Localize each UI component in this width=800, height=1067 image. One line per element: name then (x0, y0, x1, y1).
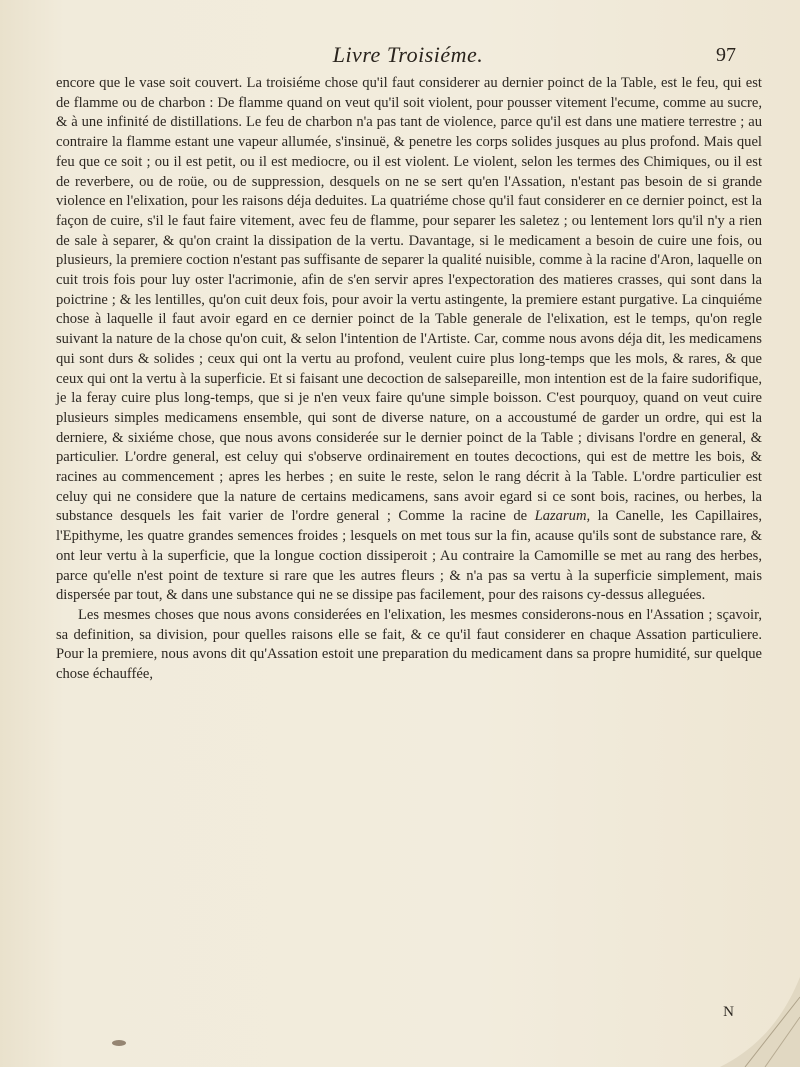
running-title: Livre Troisiéme. (332, 42, 484, 67)
latin-term: Lazarum, (534, 508, 591, 525)
main-text (56, 74, 762, 685)
corner-fold-illustration (710, 957, 800, 1067)
paragraph-1 (56, 74, 762, 606)
paragraph-2: Les mesmes choses que nous avons considerées en l'elixation, les mesmes considerons-nous en l'Assation ; sçavoir, sa definition, sa division, pour quelles raisons elle se fait, & ce qu'il faut considerer en chaque Assation particuliere. Pour la premiere, nous avons dit qu'Assation estoit une preparation du medicament dans sa propre humidité, sur quelque chose échauffée, (56, 606, 762, 683)
page-number: 97 (716, 44, 736, 66)
paragraph-1-text-b: la Canelle, les Capillaires, l'Epithyme, les quatre grandes semences froides ; lesquels on met tous sur la fin, acause qu'ils sont de substance rare, & ont leur vertu à la superficie, que la longue coction dissiperoit ; Au contraire la Camomille se met au rang des herbes, parce qu'elle n'est point de texture si rare que les autres fleurs ; & n'a pas sa vertu à la superficie simplement, mais dispersée par tout, & dans une substance qui ne se dissipe pas facilement, pour des raisons cy-dessus alleguées. (56, 508, 762, 604)
catchword: N (723, 1004, 734, 1020)
running-head (56, 42, 760, 70)
ink-stain (112, 1040, 126, 1046)
paragraph-1-text-a: encore que le vase soit couvert. La troisiéme chose qu'il faut considerer au dernier poinct de la Table, est le feu, qui est de flamme ou de charbon : De flamme quand on veut qu'il soit violent, pour pousser vitement l'ecume, comme au sucre, & à une infinité de distillations. Le feu de charbon n'a pas tant de violence, parce qu'il est dans une matiere terrestre ; au contraire la flamme estant une vapeur allumée, s'insinuë, & penetre les corps solides jusques au plus profond. Mais quel feu que ce soit ; ou il est petit, ou il est mediocre, ou il est violent. Le violent, selon les termes des Chimiques, ou il est de reverbere, ou de roüe, ou de suppression, desquels on ne se sert qu'en l'Assation, n'estant pas besoin de si grande violence en l'elixation, pour les raisons déja deduites. La quatriéme chose qu'il faut considerer en ce dernier poinct, est la façon de cuire, s'il le faut faire vitement, avec feu de flamme, pour separer les saletez ; ou lentement lors qu'il n'y a rien de sale à separer, & qu'on craint la dissipation de la vertu. Davantage, si le medicament a besoin de cuire une fois, ou plusieurs, la premiere coction n'estant pas suffisante de separer la qualité nuisible, comme à la racine d'Aron, laquelle on cuit trois fois pour luy oster l'acrimonie, afin de s'en servir apres l'expectoration des matieres crasses, qui sont dans la poictrine ; & les lentilles, qu'on cuit deux fois, pour avoir la vertu astingente, la premiere estant purgative. La cinquiéme chose à laquelle il faut avoir egard en ce dernier poinct de la Table generale de l'elixation, est le temps, qu'on regle suivant la nature de la chose qu'on cuit, & selon l'intention de l'Artiste. Car, comme nous avons déja dit, les medicamens qui sont durs & solides ; ceux qui ont la vertu au profond, veulent cuire plus long-temps que les mols, & rares, & que ceux qui ont la vertu à la superficie. Et si faisant une decoction de salsepareille, mon intention est de la faire sudorifique, je la feray cuire plus long-temps, que si je n'en veux faire qu'une simple boisson. C'est pourquoy, quand on veut cuire plusieurs simples medicamens ensemble, qui sont de diverse nature, on a accoustumé de garder un ordre, qui est la derniere, & sixiéme chose, que nous avons considerée sur le dernier poinct de la Table ; divisans l'ordre en general, & particulier. L'ordre general, est celuy qui s'observe ordinairement en toutes decoctions, qui est de mettre les bois, & racines au commencement ; apres les herbes ; en suite le reste, selon le rang décrit à la Table. L'ordre particulier est celuy qui ne considere que la nature de certains medicamens, sans avoir egard si ce sont bois, racines, ou herbes, la substance desquels les fait varier de l'ordre general ; Comme la racine de (56, 75, 762, 525)
